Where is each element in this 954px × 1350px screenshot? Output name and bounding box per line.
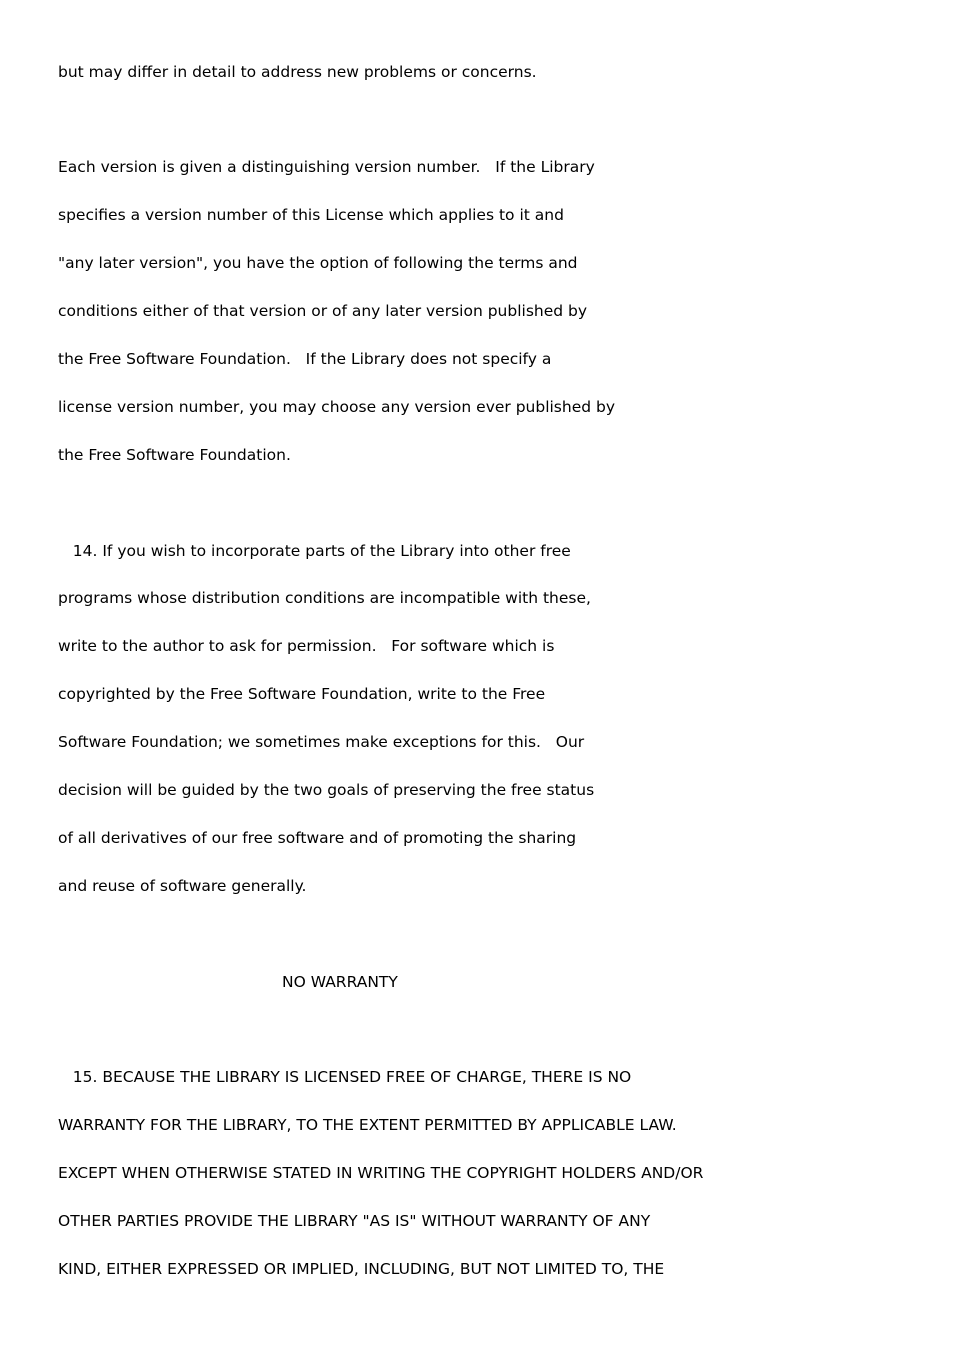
text-line: EXCEPT WHEN OTHERWISE STATED IN WRITING THE COPYRIGHT HOLDERS AND/OR xyxy=(58,1164,704,1182)
text-line: KIND, EITHER EXPRESSED OR IMPLIED, INCLUDING, BUT NOT LIMITED TO, THE xyxy=(58,1260,665,1278)
text-line: WARRANTY FOR THE LIBRARY, TO THE EXTENT PERMITTED BY APPLICABLE LAW. xyxy=(58,1116,677,1134)
section-heading: NO WARRANTY xyxy=(282,973,398,991)
text-line: copyrighted by the Free Software Foundation, write to the Free xyxy=(58,685,546,703)
text-line: Each version is given a distinguishing version number. If the Library xyxy=(58,158,595,176)
text-line: programs whose distribution conditions are incompatible with these, xyxy=(58,589,591,607)
text-line: "any later version", you have the option of following the terms and xyxy=(58,254,578,272)
text-line: 14. If you wish to incorporate parts of the Library into other free xyxy=(58,542,571,560)
text-line: but may differ in detail to address new problems or concerns. xyxy=(58,63,537,81)
text-line: specifies a version number of this License which applies to it and xyxy=(58,206,564,224)
text-line: license version number, you may choose any version ever published by xyxy=(58,398,616,416)
text-line: Software Foundation; we sometimes make exceptions for this. Our xyxy=(58,733,585,751)
text-line: of all derivatives of our free software and of promoting the sharing xyxy=(58,829,577,847)
text-line: write to the author to ask for permission. For software which is xyxy=(58,637,555,655)
text-line: OTHER PARTIES PROVIDE THE LIBRARY "AS IS" WITHOUT WARRANTY OF ANY xyxy=(58,1212,651,1230)
text-line: the Free Software Foundation. If the Library does not specify a xyxy=(58,350,552,368)
text-line: 15. BECAUSE THE LIBRARY IS LICENSED FREE OF CHARGE, THERE IS NO xyxy=(58,1068,632,1086)
text-line: and reuse of software generally. xyxy=(58,877,307,895)
text-line: decision will be guided by the two goals of preserving the free status xyxy=(58,781,595,799)
text-line: conditions either of that version or of any later version published by xyxy=(58,302,588,320)
text-line: the Free Software Foundation. xyxy=(58,446,291,464)
